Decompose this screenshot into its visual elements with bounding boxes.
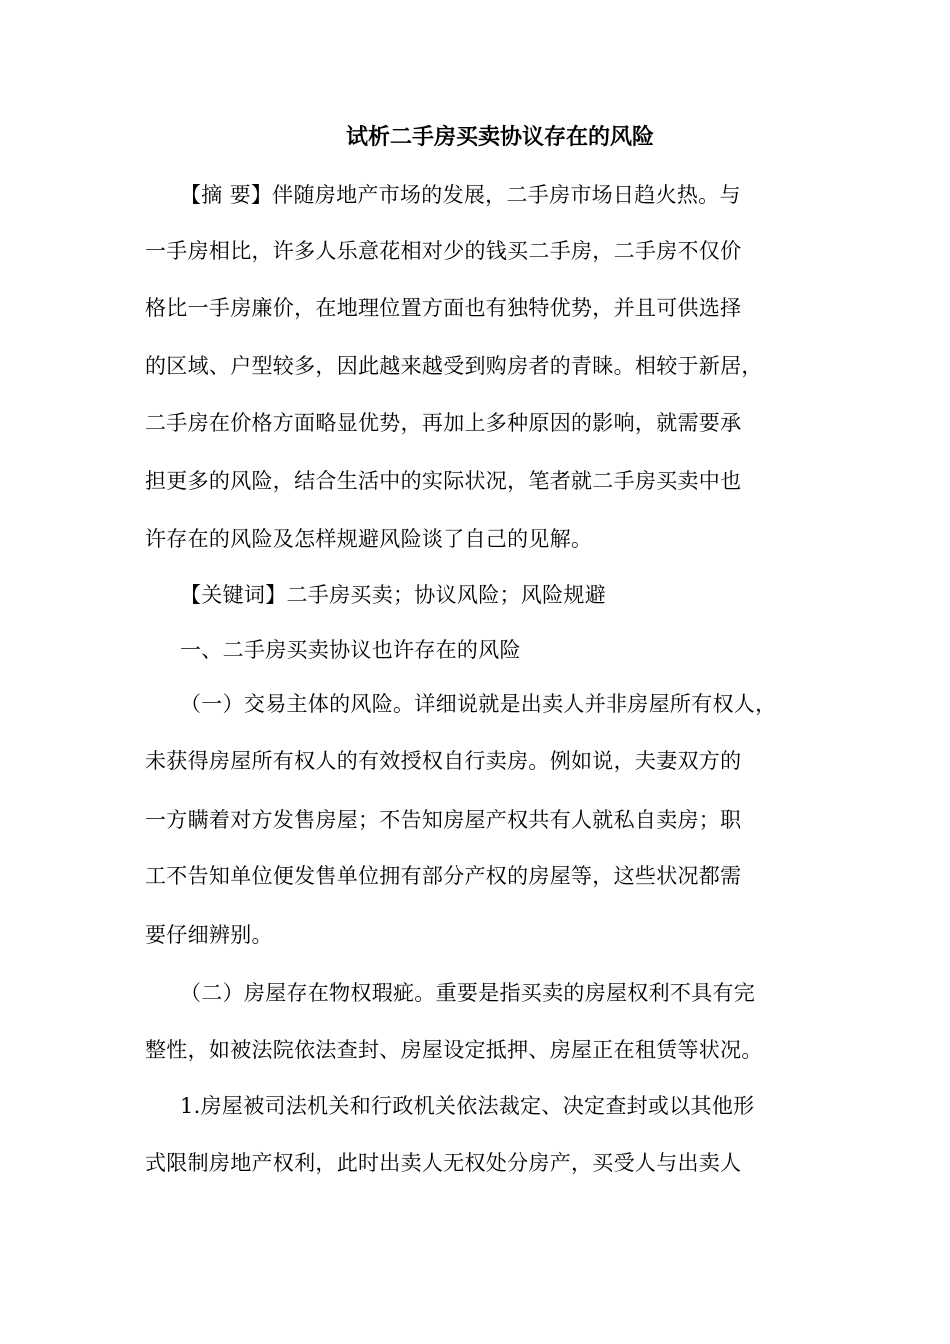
abstract-line-4: 的区域、户型较多，因此越来越受到购房者的青睐。相较于新居，: [145, 354, 763, 378]
body-line-1: （一）交易主体的风险。详细说就是出卖人并非房屋所有权人，: [180, 692, 777, 716]
section-heading-1: 一、二手房买卖协议也许存在的风险: [180, 638, 521, 662]
document-title: 试析二手房买卖协议存在的风险: [345, 124, 654, 150]
body-line-7: 整性，如被法院依法查封、房屋设定抵押、房屋正在租赁等状况。: [145, 1038, 763, 1062]
body-line-3: 一方瞒着对方发售房屋；不告知房屋产权共有人就私自卖房；职: [145, 808, 742, 832]
body-line-5: 要仔细辨别。: [145, 923, 273, 947]
body-line-6: （二）房屋存在物权瑕疵。重要是指买卖的房屋权利不具有完: [180, 981, 756, 1005]
body-line-9: 式限制房地产权利，此时出卖人无权处分房产，买受人与出卖人: [145, 1151, 742, 1175]
abstract-line-1: 【摘 要】伴随房地产市场的发展，二手房市场日趋火热。与: [180, 183, 741, 207]
keywords-line: 【关键词】二手房买卖；协议风险；风险规避: [180, 583, 606, 607]
abstract-line-5: 二手房在价格方面略显优势，再加上多种原因的影响，就需要承: [145, 411, 742, 435]
body-line-8: 1.房屋被司法机关和行政机关依法裁定、决定查封或以其他形: [180, 1094, 755, 1118]
abstract-line-6: 担更多的风险，结合生活中的实际状况，笔者就二手房买卖中也: [145, 469, 742, 493]
abstract-line-3: 格比一手房廉价，在地理位置方面也有独特优势，并且可供选择: [145, 296, 742, 320]
body-line-2: 未获得房屋所有权人的有效授权自行卖房。例如说，夫妻双方的: [145, 749, 742, 773]
abstract-line-7: 许存在的风险及怎样规避风险谈了自己的见解。: [145, 527, 593, 551]
body-line-4: 工不告知单位便发售单位拥有部分产权的房屋等，这些状况都需: [145, 864, 742, 888]
abstract-line-2: 一手房相比，许多人乐意花相对少的钱买二手房，二手房不仅价: [145, 239, 742, 263]
